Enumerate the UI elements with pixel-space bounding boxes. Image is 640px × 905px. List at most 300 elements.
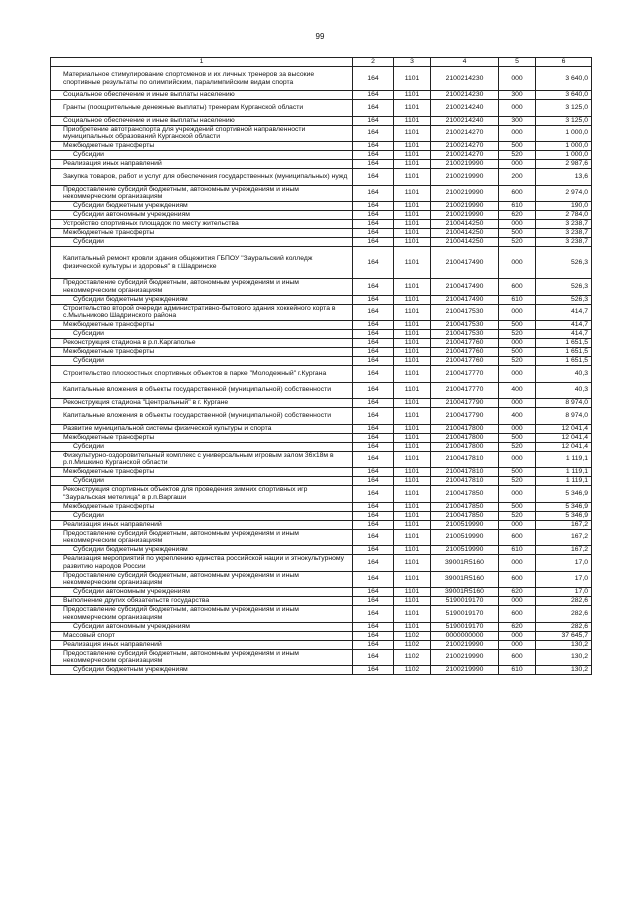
item-name-cell: Субсидии [51, 357, 353, 366]
expense-type-cell: 620 [499, 622, 536, 631]
header-cell: 4 [431, 58, 499, 67]
ministry-code-cell: 164 [353, 304, 394, 321]
section-code-cell: 1101 [394, 304, 431, 321]
section-code-cell: 1101 [394, 295, 431, 304]
amount-cell: 282,6 [536, 622, 592, 631]
section-code-cell: 1102 [394, 631, 431, 640]
amount-cell: 12 041,4 [536, 442, 592, 451]
expense-type-cell: 520 [499, 511, 536, 520]
item-name-cell: Строительство второй очереди административно-бытового здания хоккейного корта в с.Мыльниково Шадринского района [51, 304, 353, 321]
expense-type-cell: 600 [499, 571, 536, 588]
item-name-cell: Межбюджетные трансферты [51, 468, 353, 477]
target-article-cell: 2100417490 [431, 295, 499, 304]
ministry-code-cell: 164 [353, 555, 394, 572]
target-article-cell: 2100219990 [431, 666, 499, 675]
target-article-cell: 2100214230 [431, 91, 499, 100]
item-name-cell: Материальное стимулирование спортсменов и их личных тренеров за высокие спортивные результаты по олимпийским, паралимпийским видам спорта [51, 67, 353, 91]
section-code-cell: 1101 [394, 546, 431, 555]
expense-type-cell: 000 [499, 520, 536, 529]
expense-type-cell: 000 [499, 220, 536, 229]
item-name-cell: Выполнение других обязательств государства [51, 597, 353, 606]
section-code-cell: 1101 [394, 477, 431, 486]
table-row [51, 91, 592, 100]
expense-type-cell: 000 [499, 160, 536, 169]
section-code-cell: 1101 [394, 247, 431, 279]
section-code-cell: 1101 [394, 211, 431, 220]
ministry-code-cell: 164 [353, 295, 394, 304]
ministry-code-cell: 164 [353, 640, 394, 649]
table-row [51, 451, 592, 468]
table-row [51, 408, 592, 425]
table-row [51, 357, 592, 366]
section-code-cell: 1101 [394, 424, 431, 433]
target-article-cell: 2100417490 [431, 247, 499, 279]
amount-cell: 282,6 [536, 606, 592, 623]
amount-cell: 1 119,1 [536, 477, 592, 486]
section-code-cell: 1101 [394, 468, 431, 477]
item-name-cell: Предоставление субсидий бюджетным, автономным учреждениям и иным некоммерческим организациям [51, 185, 353, 202]
ministry-code-cell: 164 [353, 116, 394, 125]
ministry-code-cell: 164 [353, 520, 394, 529]
table-row [51, 399, 592, 408]
amount-cell: 1 651,5 [536, 339, 592, 348]
table-row [51, 631, 592, 640]
item-name-cell: Реконструкция спортивных объектов для проведения зимних спортивных игр "Зауральская метелица" в р.п.Варгаши [51, 486, 353, 503]
expense-type-cell: 000 [499, 640, 536, 649]
item-name-cell: Реализация иных направлений [51, 160, 353, 169]
ministry-code-cell: 164 [353, 125, 394, 142]
section-code-cell: 1101 [394, 520, 431, 529]
section-code-cell: 1101 [394, 529, 431, 546]
table-row [51, 125, 592, 142]
section-code-cell: 1101 [394, 486, 431, 503]
target-article-cell: 2100214270 [431, 151, 499, 160]
section-code-cell: 1101 [394, 348, 431, 357]
section-code-cell: 1101 [394, 321, 431, 330]
target-article-cell: 5190019170 [431, 606, 499, 623]
section-code-cell: 1101 [394, 511, 431, 520]
amount-cell: 40,3 [536, 366, 592, 383]
target-article-cell: 2100417530 [431, 304, 499, 321]
table-row [51, 366, 592, 383]
item-name-cell: Капитальные вложения в объекты государственной (муниципальной) собственности [51, 382, 353, 399]
target-article-cell: 2100214240 [431, 100, 499, 117]
amount-cell: 190,0 [536, 202, 592, 211]
amount-cell: 3 238,7 [536, 229, 592, 238]
expense-type-cell: 620 [499, 588, 536, 597]
section-code-cell: 1101 [394, 142, 431, 151]
ministry-code-cell: 164 [353, 502, 394, 511]
section-code-cell: 1101 [394, 151, 431, 160]
ministry-code-cell: 164 [353, 67, 394, 91]
ministry-code-cell: 164 [353, 546, 394, 555]
target-article-cell: 2100414250 [431, 220, 499, 229]
item-name-cell: Приобретение автотранспорта для учреждений спортивной направленности муниципальных образований Курганской области [51, 125, 353, 142]
table-row [51, 160, 592, 169]
expense-type-cell: 520 [499, 151, 536, 160]
target-article-cell: 2100519990 [431, 529, 499, 546]
amount-cell: 3 640,0 [536, 67, 592, 91]
target-article-cell: 2100219990 [431, 202, 499, 211]
expense-type-cell: 000 [499, 555, 536, 572]
section-code-cell: 1101 [394, 202, 431, 211]
target-article-cell: 39001R5160 [431, 555, 499, 572]
amount-cell: 526,3 [536, 279, 592, 296]
table-row [51, 382, 592, 399]
item-name-cell: Устройство спортивных площадок по месту жительства [51, 220, 353, 229]
ministry-code-cell: 164 [353, 433, 394, 442]
amount-cell: 2 974,0 [536, 185, 592, 202]
item-name-cell: Субсидии [51, 238, 353, 247]
section-code-cell: 1101 [394, 399, 431, 408]
item-name-cell: Реализация иных направлений [51, 640, 353, 649]
table-row [51, 279, 592, 296]
table-row [51, 666, 592, 675]
ministry-code-cell: 164 [353, 330, 394, 339]
section-code-cell: 1101 [394, 622, 431, 631]
amount-cell: 40,3 [536, 382, 592, 399]
amount-cell: 1 000,0 [536, 125, 592, 142]
amount-cell: 8 974,0 [536, 408, 592, 425]
target-article-cell: 0000000000 [431, 631, 499, 640]
table-row [51, 229, 592, 238]
amount-cell: 17,0 [536, 588, 592, 597]
section-code-cell: 1101 [394, 357, 431, 366]
amount-cell: 37 645,7 [536, 631, 592, 640]
item-name-cell: Социальное обеспечение и иные выплаты населению [51, 91, 353, 100]
table-row [51, 588, 592, 597]
amount-cell: 1 119,1 [536, 468, 592, 477]
target-article-cell: 2100214270 [431, 142, 499, 151]
expense-type-cell: 000 [499, 67, 536, 91]
item-name-cell: Субсидии бюджетным учреждениям [51, 202, 353, 211]
ministry-code-cell: 164 [353, 468, 394, 477]
amount-cell: 3 125,0 [536, 100, 592, 117]
item-name-cell: Капитальный ремонт кровли здания общежития ГБПОУ "Зауральский колледж физической культуры и здоровья" в г.Шадринске [51, 247, 353, 279]
item-name-cell: Физкультурно-оздоровительный комплекс с универсальным игровым залом 36х18м в р.п.Мишкино Курганской области [51, 451, 353, 468]
expense-type-cell: 520 [499, 238, 536, 247]
amount-cell: 1 119,1 [536, 451, 592, 468]
expense-type-cell: 500 [499, 229, 536, 238]
item-name-cell: Межбюджетные трансферты [51, 321, 353, 330]
item-name-cell: Закупка товаров, работ и услуг для обеспечения государственных (муниципальных) нужд [51, 169, 353, 186]
item-name-cell: Реконструкция стадиона "Центральный" в г. Кургане [51, 399, 353, 408]
section-code-cell: 1101 [394, 169, 431, 186]
section-code-cell: 1101 [394, 185, 431, 202]
expense-type-cell: 300 [499, 91, 536, 100]
header-row [51, 58, 592, 67]
table-row [51, 211, 592, 220]
table-row [51, 220, 592, 229]
item-name-cell: Межбюджетные трансферты [51, 229, 353, 238]
target-article-cell: 2100219990 [431, 649, 499, 666]
table-row [51, 640, 592, 649]
amount-cell: 130,2 [536, 640, 592, 649]
header-cell: 3 [394, 58, 431, 67]
target-article-cell: 2100417850 [431, 511, 499, 520]
expense-type-cell: 610 [499, 295, 536, 304]
table-row [51, 502, 592, 511]
expense-type-cell: 000 [499, 100, 536, 117]
target-article-cell: 2100519990 [431, 546, 499, 555]
ministry-code-cell: 164 [353, 220, 394, 229]
item-name-cell: Межбюджетные трансферты [51, 433, 353, 442]
item-name-cell: Гранты (поощрительные денежные выплаты) тренерам Курганской области [51, 100, 353, 117]
table-row [51, 606, 592, 623]
section-code-cell: 1101 [394, 366, 431, 383]
target-article-cell: 5190019170 [431, 622, 499, 631]
section-code-cell: 1102 [394, 666, 431, 675]
ministry-code-cell: 164 [353, 486, 394, 503]
expense-type-cell: 000 [499, 399, 536, 408]
ministry-code-cell: 164 [353, 366, 394, 383]
table-row [51, 555, 592, 572]
target-article-cell: 2100414250 [431, 238, 499, 247]
item-name-cell: Субсидии бюджетным учреждениям [51, 546, 353, 555]
item-name-cell: Предоставление субсидий бюджетным, автономным учреждениям и иным некоммерческим организациям [51, 529, 353, 546]
item-name-cell: Субсидии автономным учреждениям [51, 211, 353, 220]
ministry-code-cell: 164 [353, 399, 394, 408]
target-article-cell: 2100417800 [431, 424, 499, 433]
target-article-cell: 2100417790 [431, 408, 499, 425]
table-row [51, 247, 592, 279]
ministry-code-cell: 164 [353, 160, 394, 169]
ministry-code-cell: 164 [353, 357, 394, 366]
amount-cell: 5 346,9 [536, 486, 592, 503]
table-row [51, 100, 592, 117]
target-article-cell: 39001R5160 [431, 571, 499, 588]
ministry-code-cell: 164 [353, 339, 394, 348]
expense-type-cell: 600 [499, 649, 536, 666]
ministry-code-cell: 164 [353, 451, 394, 468]
item-name-cell: Межбюджетные трансферты [51, 502, 353, 511]
ministry-code-cell: 164 [353, 477, 394, 486]
table-row [51, 348, 592, 357]
target-article-cell: 2100417850 [431, 502, 499, 511]
amount-cell: 1 000,0 [536, 142, 592, 151]
item-name-cell: Субсидии автономным учреждениям [51, 622, 353, 631]
ministry-code-cell: 164 [353, 321, 394, 330]
target-article-cell: 2100214230 [431, 67, 499, 91]
expense-type-cell: 600 [499, 606, 536, 623]
table-row [51, 511, 592, 520]
section-code-cell: 1101 [394, 229, 431, 238]
target-article-cell: 2100414250 [431, 229, 499, 238]
section-code-cell: 1101 [394, 125, 431, 142]
target-article-cell: 5190019170 [431, 597, 499, 606]
item-name-cell: Развитие муниципальной системы физической культуры и спорта [51, 424, 353, 433]
table-row [51, 151, 592, 160]
section-code-cell: 1101 [394, 91, 431, 100]
section-code-cell: 1101 [394, 451, 431, 468]
amount-cell: 17,0 [536, 555, 592, 572]
target-article-cell: 2100417770 [431, 366, 499, 383]
ministry-code-cell: 164 [353, 571, 394, 588]
table-row [51, 238, 592, 247]
amount-cell: 13,6 [536, 169, 592, 186]
ministry-code-cell: 164 [353, 597, 394, 606]
table-row [51, 546, 592, 555]
amount-cell: 3 238,7 [536, 220, 592, 229]
target-article-cell: 2100219990 [431, 160, 499, 169]
expense-type-cell: 500 [499, 348, 536, 357]
section-code-cell: 1101 [394, 433, 431, 442]
amount-cell: 130,2 [536, 666, 592, 675]
table-row [51, 529, 592, 546]
expense-type-cell: 520 [499, 477, 536, 486]
section-code-cell: 1101 [394, 330, 431, 339]
amount-cell: 3 640,0 [536, 91, 592, 100]
amount-cell: 8 974,0 [536, 399, 592, 408]
section-code-cell: 1101 [394, 220, 431, 229]
table-row [51, 424, 592, 433]
item-name-cell: Реализация иных направлений [51, 520, 353, 529]
section-code-cell: 1101 [394, 339, 431, 348]
table-row [51, 67, 592, 91]
ministry-code-cell: 164 [353, 529, 394, 546]
ministry-code-cell: 164 [353, 229, 394, 238]
target-article-cell: 39001R5160 [431, 588, 499, 597]
ministry-code-cell: 164 [353, 169, 394, 186]
expense-type-cell: 000 [499, 339, 536, 348]
expense-type-cell: 520 [499, 442, 536, 451]
amount-cell: 1 651,5 [536, 348, 592, 357]
target-article-cell: 2100417760 [431, 339, 499, 348]
expense-type-cell: 200 [499, 169, 536, 186]
expense-type-cell: 000 [499, 597, 536, 606]
table-row [51, 477, 592, 486]
ministry-code-cell: 164 [353, 408, 394, 425]
target-article-cell: 2100417530 [431, 330, 499, 339]
target-article-cell: 2100219990 [431, 211, 499, 220]
ministry-code-cell: 164 [353, 238, 394, 247]
table-row [51, 304, 592, 321]
ministry-code-cell: 164 [353, 631, 394, 640]
amount-cell: 3 125,0 [536, 116, 592, 125]
section-code-cell: 1101 [394, 442, 431, 451]
item-name-cell: Субсидии [51, 477, 353, 486]
amount-cell: 526,3 [536, 247, 592, 279]
expense-type-cell: 000 [499, 451, 536, 468]
amount-cell: 414,7 [536, 321, 592, 330]
item-name-cell: Межбюджетные трансферты [51, 142, 353, 151]
header-cell: 6 [536, 58, 592, 67]
amount-cell: 2 784,0 [536, 211, 592, 220]
amount-cell: 167,2 [536, 520, 592, 529]
amount-cell: 1 651,5 [536, 357, 592, 366]
header-cell: 2 [353, 58, 394, 67]
amount-cell: 17,0 [536, 571, 592, 588]
target-article-cell: 2100417850 [431, 486, 499, 503]
ministry-code-cell: 164 [353, 348, 394, 357]
item-name-cell: Субсидии [51, 151, 353, 160]
item-name-cell: Строительство плоскостных спортивных объектов в парке "Молодежный" г.Кургана [51, 366, 353, 383]
amount-cell: 12 041,4 [536, 424, 592, 433]
header-cell: 5 [499, 58, 536, 67]
expense-type-cell: 400 [499, 408, 536, 425]
table-row [51, 339, 592, 348]
expense-type-cell: 600 [499, 529, 536, 546]
expense-type-cell: 000 [499, 631, 536, 640]
ministry-code-cell: 164 [353, 279, 394, 296]
ministry-code-cell: 164 [353, 606, 394, 623]
header-cell: 1 [51, 58, 353, 67]
target-article-cell: 2100417760 [431, 357, 499, 366]
amount-cell: 12 041,4 [536, 433, 592, 442]
target-article-cell: 2100417530 [431, 321, 499, 330]
item-name-cell: Капитальные вложения в объекты государственной (муниципальной) собственности [51, 408, 353, 425]
ministry-code-cell: 164 [353, 142, 394, 151]
expense-type-cell: 400 [499, 382, 536, 399]
table-row [51, 142, 592, 151]
item-name-cell: Социальное обеспечение и иные выплаты населению [51, 116, 353, 125]
target-article-cell: 2100417790 [431, 399, 499, 408]
table-row [51, 597, 592, 606]
amount-cell: 526,3 [536, 295, 592, 304]
expense-type-cell: 610 [499, 546, 536, 555]
item-name-cell: Предоставление субсидий бюджетным, автономным учреждениям и иным некоммерческим организациям [51, 571, 353, 588]
target-article-cell: 2100219990 [431, 169, 499, 186]
item-name-cell: Субсидии [51, 330, 353, 339]
item-name-cell: Предоставление субсидий бюджетным, автономным учреждениям и иным некоммерческим организациям [51, 606, 353, 623]
expense-type-cell: 300 [499, 116, 536, 125]
ministry-code-cell: 164 [353, 588, 394, 597]
expense-type-cell: 610 [499, 666, 536, 675]
expense-type-cell: 500 [499, 321, 536, 330]
item-name-cell: Реализация мероприятий по укреплению единства российской нации и этнокультурному развитию народов России [51, 555, 353, 572]
ministry-code-cell: 164 [353, 442, 394, 451]
ministry-code-cell: 164 [353, 91, 394, 100]
ministry-code-cell: 164 [353, 622, 394, 631]
item-name-cell: Межбюджетные трансферты [51, 348, 353, 357]
target-article-cell: 2100214270 [431, 125, 499, 142]
target-article-cell: 2100417800 [431, 442, 499, 451]
expense-type-cell: 500 [499, 142, 536, 151]
item-name-cell: Массовый спорт [51, 631, 353, 640]
item-name-cell: Субсидии автономным учреждениям [51, 588, 353, 597]
ministry-code-cell: 164 [353, 100, 394, 117]
expense-type-cell: 500 [499, 502, 536, 511]
ministry-code-cell: 164 [353, 247, 394, 279]
table-row [51, 622, 592, 631]
target-article-cell: 2100519990 [431, 520, 499, 529]
expense-type-cell: 500 [499, 468, 536, 477]
section-code-cell: 1101 [394, 555, 431, 572]
ministry-code-cell: 164 [353, 424, 394, 433]
expense-type-cell: 620 [499, 211, 536, 220]
target-article-cell: 2100417770 [431, 382, 499, 399]
table-row [51, 116, 592, 125]
budget-table [50, 57, 592, 675]
table-row [51, 185, 592, 202]
expense-type-cell: 000 [499, 366, 536, 383]
ministry-code-cell: 164 [353, 211, 394, 220]
target-article-cell: 2100417810 [431, 451, 499, 468]
table-row [51, 486, 592, 503]
expense-type-cell: 000 [499, 304, 536, 321]
section-code-cell: 1101 [394, 382, 431, 399]
item-name-cell: Реконструкция стадиона в р.п.Каргаполье [51, 339, 353, 348]
table-row [51, 433, 592, 442]
amount-cell: 282,6 [536, 597, 592, 606]
target-article-cell: 2100417490 [431, 279, 499, 296]
amount-cell: 2 987,6 [536, 160, 592, 169]
section-code-cell: 1101 [394, 571, 431, 588]
item-name-cell: Субсидии [51, 442, 353, 451]
ministry-code-cell: 164 [353, 202, 394, 211]
expense-type-cell: 520 [499, 330, 536, 339]
section-code-cell: 1101 [394, 606, 431, 623]
